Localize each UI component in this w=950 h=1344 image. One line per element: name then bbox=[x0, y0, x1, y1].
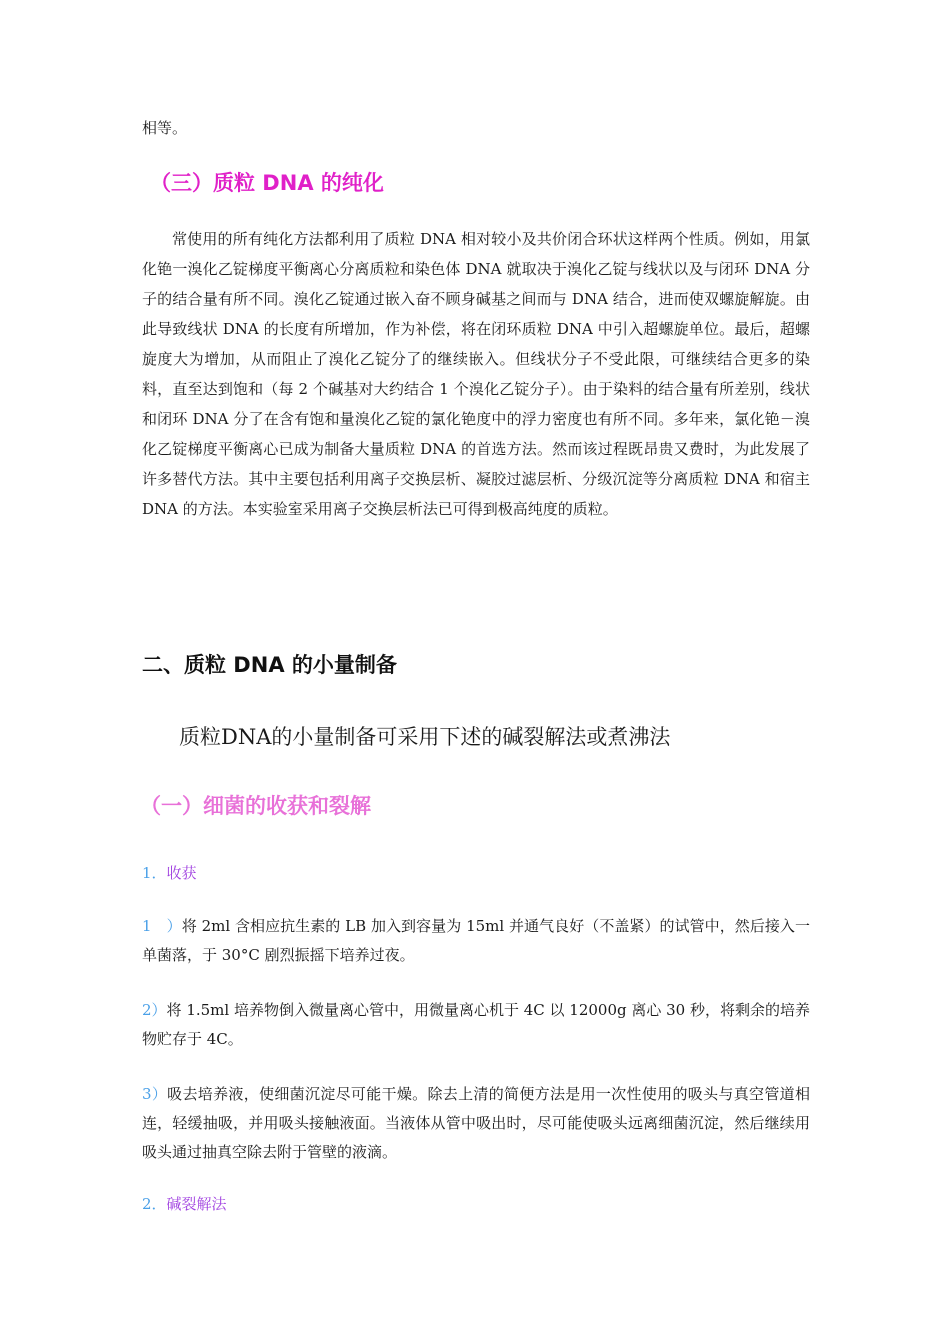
step-2-heading bbox=[142, 1192, 810, 1216]
section-3-title: （三）质粒 DNA 的纯化 bbox=[150, 171, 384, 195]
section-two-intro: 质粒DNA的小量制备可采用下述的碱裂解法或煮沸法 bbox=[179, 725, 671, 749]
continuation-text: 相等。 bbox=[142, 119, 188, 137]
item-2-text: 将 1.5ml 培养物倒入微量离心管中，用微量离心机于 4C 以 12000g 离心 30 秒，将剩余的培养物贮存于 4C。 bbox=[142, 1001, 810, 1048]
step-2-number: 2． bbox=[142, 1195, 167, 1213]
item-2-number: 2） bbox=[142, 1001, 167, 1019]
subsection-1-title: （一）细菌的收获和裂解 bbox=[140, 793, 371, 818]
item-3-text: 吸去培养液，使细菌沉淀尽可能干燥。除去上清的简便方法是用一次性使用的吸头与真空管道相连，轻缓抽吸，并用吸头接触液面。当液体从管中吸出时，尽可能使吸头远离细菌沉淀，然后继续用吸头通过抽真空除去附于管壁的液滴。 bbox=[142, 1085, 810, 1161]
section-two-heading: 二、质粒 DNA 的小量制备 bbox=[142, 653, 397, 677]
step-1-number: 1． bbox=[142, 864, 167, 882]
list-item bbox=[142, 912, 810, 970]
step-2-label: 碱裂解法 bbox=[166, 1195, 227, 1213]
item-1-text: 将 2ml 含相应抗生素的 LB 加入到容量为 15ml 并通气良好（不盖紧）的试管中，然后接入一单菌落，于 30°C 剧烈振摇下培养过夜。 bbox=[142, 917, 810, 964]
list-item bbox=[142, 1080, 810, 1167]
item-1-number: 1 ） bbox=[142, 917, 182, 935]
step-1-heading bbox=[142, 861, 810, 885]
step-1-label: 收获 bbox=[166, 864, 197, 882]
list-item bbox=[142, 996, 810, 1054]
item-3-number: 3） bbox=[142, 1085, 168, 1103]
purification-paragraph: 常使用的所有纯化方法都利用了质粒 DNA 相对较小及共价闭合环状这样两个性质。例如，用氯化铯一溴化乙锭梯度平衡离心分离质粒和染色体 DNA 就取决于溴化乙锭与线状以及与闭环 DNA 分子的结合量有所不同。溴化乙锭通过嵌入奋不顾身碱基之间而与 DNA 结合，进而使双螺旋解旋。由此导致线状 DNA 的长度有所增加，作为补偿，将在闭环质粒 DNA 中引入超螺旋单位。最后，超螺旋度大为增加，从而阻止了溴化乙锭分了的继续嵌入。但线状分子不受此限，可继续结合更多的染料，直至达到饱和（每 2 个碱基对大约结合 1 个溴化乙锭分子）。由于染料的结合量有所差别，线状和闭环 DNA 分了在含有饱和量溴化乙锭的氯化铯度中的浮力密度也有所不同。多年来，氯化铯－溴化乙锭梯度平衡离心已成为制备大量质粒 DNA 的首选方法。然而该过程既昂贵又费时，为此发展了许多替代方法。其中主要包括利用离子交换层析、凝胶过滤层析、分级沉淀等分离质粒 DNA 和宿主 DNA 的方法。本实验室采用离子交换层析法已可得到极高纯度的质粒。 bbox=[142, 230, 810, 518]
